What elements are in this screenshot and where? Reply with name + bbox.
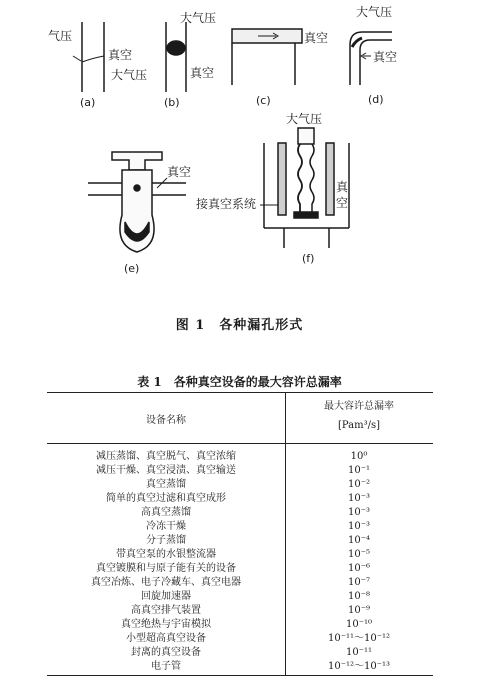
label-e-zhenkong: 真空 (167, 165, 192, 179)
diagram-b (166, 22, 186, 92)
leak-rate-table (47, 392, 433, 676)
leak-rate: 10⁻¹⁰ (345, 619, 373, 630)
figure-caption: 图 1 各种漏孔形式 (175, 318, 304, 333)
label-d-zhenkong: 真空 (373, 50, 398, 64)
device-name: 真空镀膜和与原子能有关的设备 (96, 563, 236, 574)
device-name: 真空蒸馏 (146, 479, 186, 490)
leak-rate: 10⁰ (350, 451, 368, 462)
label-f-daqiya: 大气压 (286, 112, 323, 126)
header-rate-unit: [Pam³/s] (337, 420, 381, 431)
device-name: 带真空泵的水银整流器 (116, 549, 216, 560)
label-a-zhenkong: 真空 (108, 48, 133, 62)
device-name: 封离的真空设备 (131, 647, 201, 658)
label-f-tag: (f) (302, 252, 315, 265)
header-divider (47, 443, 433, 444)
table-row (47, 660, 433, 674)
table-row (47, 464, 433, 478)
label-d-daqiya: 大气压 (356, 5, 393, 19)
table-row (47, 646, 433, 660)
label-f-kong: 空 (336, 196, 349, 210)
label-b-daqiya: 大气压 (180, 11, 217, 25)
device-name: 减压蒸馏、真空脱气、真空浓缩 (96, 451, 236, 462)
label-b-zhenkong: 真空 (190, 66, 215, 80)
device-name: 分子蒸馏 (146, 535, 186, 546)
table-row (47, 548, 433, 562)
header-leak-rate (285, 400, 433, 432)
header-rate-label: 最大容许总漏率 (324, 401, 394, 412)
device-name: 简单的真空过滤和真空成形 (106, 493, 226, 504)
diagram-a (73, 22, 104, 92)
label-e-tag: (e) (124, 262, 140, 275)
leak-rate: 10⁻¹²～10⁻¹³ (327, 661, 391, 672)
table-row (47, 506, 433, 520)
device-name: 小型超高真空设备 (126, 633, 206, 644)
label-f-jie: 接真空系统 (196, 197, 257, 211)
leak-rate: 10⁻⁶ (347, 563, 370, 574)
table-row (47, 534, 433, 548)
table-row (47, 604, 433, 618)
label-b-tag: (b) (164, 96, 180, 109)
leak-rate: 10⁻³ (347, 507, 370, 518)
table-row (47, 492, 433, 506)
leak-rate: 10⁻¹¹～10⁻¹² (327, 633, 391, 644)
device-name: 冷冻干燥 (146, 521, 186, 532)
table-row (47, 632, 433, 646)
leak-rate: 10⁻⁸ (347, 591, 370, 602)
table-row (47, 562, 433, 576)
leak-rate: 10⁻¹ (347, 465, 370, 476)
table-row (47, 618, 433, 632)
leak-rate: 10⁻⁷ (347, 577, 370, 588)
leak-rate: 10⁻⁴ (347, 535, 370, 546)
label-d-tag: (d) (368, 93, 384, 106)
leak-rate: 10⁻⁵ (347, 549, 370, 560)
leak-rate: 10⁻² (347, 479, 370, 490)
table-row (47, 478, 433, 492)
device-name: 电子管 (151, 661, 181, 672)
label-a-qiya: 气压 (48, 29, 73, 43)
leak-rate: 10⁻³ (347, 493, 370, 504)
label-a-tag: (a) (80, 96, 96, 109)
device-name: 高真空排气装置 (131, 605, 201, 616)
device-name: 回旋加速器 (141, 591, 191, 602)
header-device-name: 设备名称 (146, 415, 186, 426)
leak-rate: 10⁻⁹ (347, 605, 370, 616)
table-row (47, 590, 433, 604)
diagram-c (232, 29, 302, 85)
table-row (47, 450, 433, 464)
device-name: 真空冶炼、电子冷藏车、真空电器 (91, 577, 241, 588)
table-title: 表 1 各种真空设备的最大容许总漏率 (137, 375, 342, 389)
device-name: 高真空蒸馏 (141, 507, 191, 518)
label-f-zhen: 真 (336, 180, 349, 194)
label-c-zhenkong: 真空 (304, 31, 329, 45)
device-name: 减压干燥、真空浸渍、真空输送 (96, 465, 236, 476)
label-c-tag: (c) (256, 94, 271, 107)
leak-diagram (0, 0, 479, 300)
table-row (47, 520, 433, 534)
device-name: 真空绝热与宇宙模拟 (121, 619, 211, 630)
table-row (47, 576, 433, 590)
label-a-daqiya: 大气压 (111, 68, 148, 82)
leak-rate: 10⁻¹¹ (345, 647, 373, 658)
leak-rate: 10⁻³ (347, 521, 370, 532)
